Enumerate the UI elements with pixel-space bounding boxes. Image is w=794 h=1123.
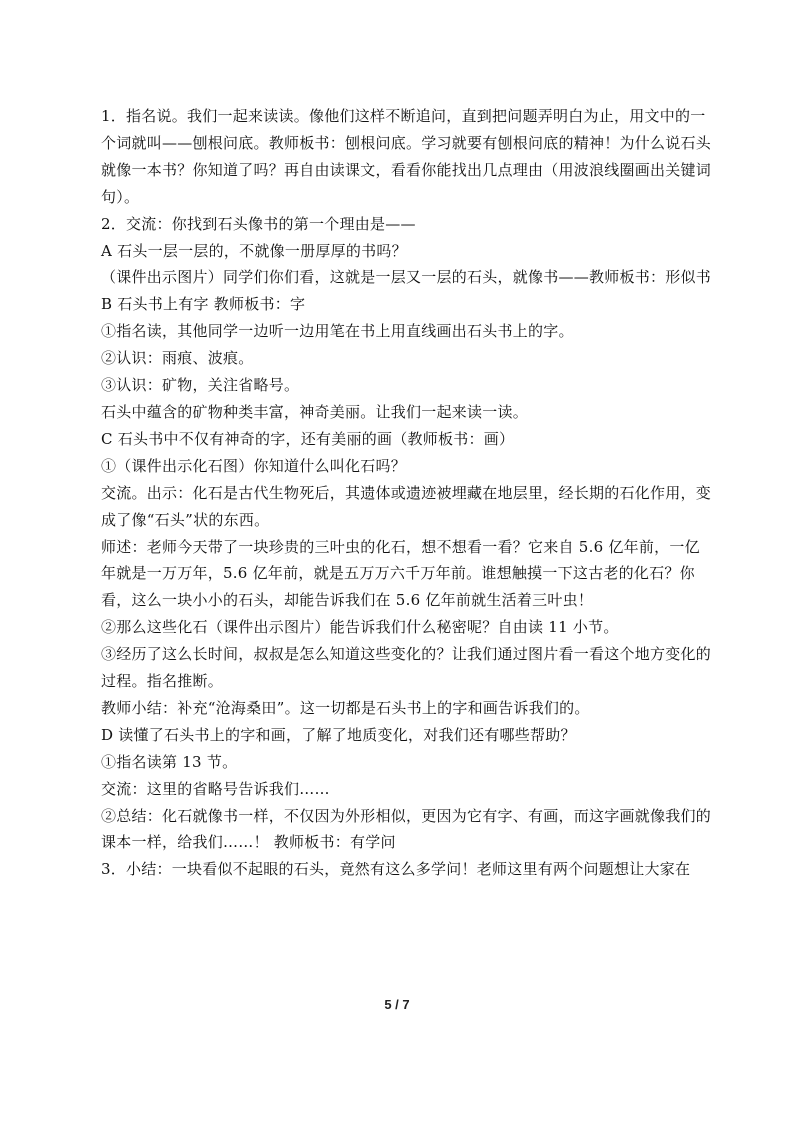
paragraph-8: ③认识：矿物，关注省略号。 xyxy=(101,376,300,395)
paragraph-20: ②总结：化石就像书一样，不仅因为外形相似，更因为它有字、有画，而这字画就像我们的课本一样，给我们……！ 教师板书：有学问 xyxy=(101,806,712,852)
paragraph-6: ①指名读，其他同学一边听一边用笔在书上用直线画出石头书上的字。 xyxy=(101,322,574,341)
paragraph-5: B 石头书上有字 教师板书：字 xyxy=(101,295,306,314)
paragraph-3: A 石头一层一层的，不就像一册厚厚的书吗？ xyxy=(101,241,407,260)
paragraph-12: 交流。出示：化石是古代生物死后，其遗体或遗迹被埋藏在地层里，经长期的石化作用，变成了像“石头”状的东西。 xyxy=(101,483,712,529)
paragraph-14: ②那么这些化石（课件出示图片）能告诉我们什么秘密呢？自由读 11 小节。 xyxy=(101,618,619,637)
paragraph-4: （课件出示图片）同学们你们看，这就是一层又一层的石头，就像书——教师板书：形似书 xyxy=(101,268,712,287)
paragraph-19: 交流：这里的省略号告诉我们…… xyxy=(101,779,330,798)
body-text xyxy=(101,103,713,883)
paragraph-10: C 石头书中不仅有神奇的字，还有美丽的画（教师板书：画） xyxy=(101,429,515,448)
paragraph-7: ②认识：雨痕、波痕。 xyxy=(101,349,254,368)
paragraph-15: ③经历了这么长时间，叔叔是怎么知道这些变化的？让我们通过图片看一看这个地方变化的过程。指名推断。 xyxy=(101,645,712,691)
paragraph-18: ①指名读第 13 节。 xyxy=(101,752,238,771)
paragraph-17: D 读懂了石头书上的字和画，了解了地质变化，对我们还有哪些帮助？ xyxy=(101,725,576,744)
page-number: 5 / 7 xyxy=(384,997,410,1012)
paragraph-2: 2．交流：你找到石头像书的第一个理由是—— xyxy=(101,214,416,233)
paragraph-21: 3．小结：一块看似不起眼的石头，竟然有这么多学问！老师这里有两个问题想让大家在 xyxy=(101,860,691,879)
paragraph-11: ①（课件出示化石图）你知道什么叫化石吗？ xyxy=(101,456,407,475)
paragraph-9: 石头中蕴含的矿物种类丰富，神奇美丽。让我们一起来读一读。 xyxy=(101,402,529,421)
paragraph-13: 师述：老师今天带了一块珍贵的三叶虫的化石，想不想看一看？它来自 5.6 亿年前，一亿年就是一万万年，5.6 亿年前，就是五万万六千万年前。谁想触摸一下这古老的化石？你看，这么一块小小的石头，却能告诉我们在 5.6 亿年前就生活着三叶虫！ xyxy=(101,537,700,610)
paragraph-1: 1．指名说。我们一起来读读。像他们这样不断追问，直到把问题弄明白为止，用文中的一个词就叫——刨根问底。教师板书：刨根问底。学习就要有刨根问底的精神！为什么说石头就像一本书？你知道了吗？再自由读课文，看看你能找出几点理由（用波浪线圈画出关键词句）。 xyxy=(101,107,712,206)
paragraph-16: 教师小结：补充“沧海桑田”。这一切都是石头书上的字和画告诉我们的。 xyxy=(101,698,590,717)
